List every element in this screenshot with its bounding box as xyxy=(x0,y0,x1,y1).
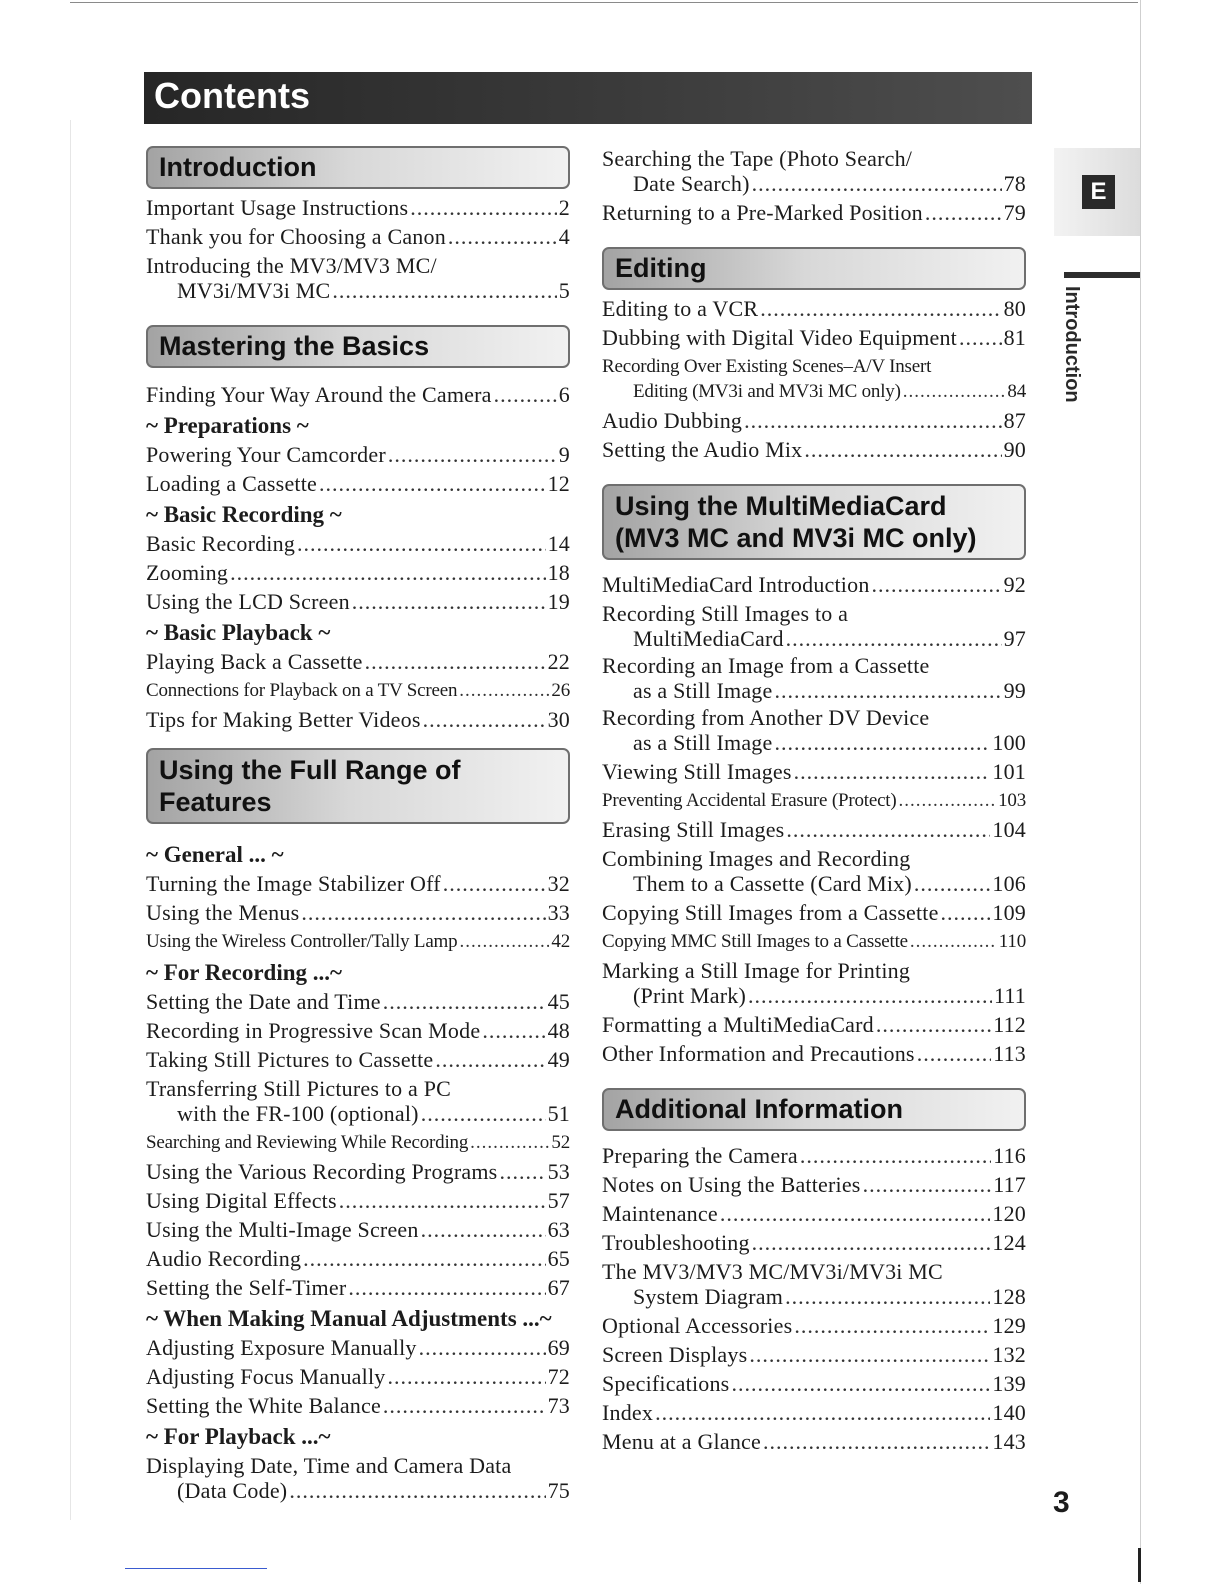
toc-entry[interactable]: Powering Your Camcorder ..... 9 xyxy=(146,440,570,469)
toc-entry[interactable]: Notes on Using the Batteries ..... 117 xyxy=(602,1170,1026,1199)
toc-entry[interactable]: Recording from Another DV Device as a Still Image ..... 100 xyxy=(602,705,1026,755)
toc-entry[interactable]: Using the Menus ..... 33 xyxy=(146,898,570,927)
toc-entry[interactable]: Using the Multi-Image Screen ..... 63 xyxy=(146,1215,570,1244)
top-rule xyxy=(70,2,1138,3)
toc-entry[interactable]: Combining Images and Recording Them to a Cassette (Card Mix) ..... 106 xyxy=(602,846,1026,896)
toc-entry[interactable]: Index ..... 140 xyxy=(602,1398,1026,1427)
toc-entry[interactable]: Thank you for Choosing a Canon ..... 4 xyxy=(146,222,570,251)
toc-entry[interactable]: Setting the Date and Time ..... 45 xyxy=(146,987,570,1016)
toc-entry[interactable]: Transferring Still Pictures to a PC with the FR-100 (optional) ..... 51 xyxy=(146,1076,570,1126)
toc-entry[interactable]: Recording Over Existing Scenes–A/V Insert Editing (MV3i and MV3i MC only) ..... 84 xyxy=(602,354,1026,404)
toc-entry[interactable]: Displaying Date, Time and Camera Data (Data Code) ..... 75 xyxy=(146,1453,570,1503)
toc-entry[interactable]: Returning to a Pre-Marked Position ..... 79 xyxy=(602,198,1026,227)
toc-entry[interactable]: Recording Still Images to a MultiMediaCard ..... 97 xyxy=(602,601,1026,651)
right-rule xyxy=(1140,0,1141,1584)
toc-entry[interactable]: Adjusting Exposure Manually ..... 69 xyxy=(146,1333,570,1362)
toc-entry[interactable]: Troubleshooting ..... 124 xyxy=(602,1228,1026,1257)
section-header-introduction: Introduction xyxy=(146,146,570,189)
toc-entry[interactable]: Audio Recording ..... 65 xyxy=(146,1244,570,1273)
toc-entry[interactable]: Taking Still Pictures to Cassette ..... 49 xyxy=(146,1045,570,1074)
toc-entry[interactable]: Finding Your Way Around the Camera ..... 6 xyxy=(146,380,570,409)
toc-entry[interactable]: Basic Recording ..... 14 xyxy=(146,529,570,558)
toc-entry[interactable]: Menu at a Glance ..... 143 xyxy=(602,1427,1026,1456)
toc-entry[interactable]: Important Usage Instructions ..... 2 xyxy=(146,193,570,222)
toc-entry[interactable]: Setting the Self-Timer ..... 67 xyxy=(146,1273,570,1302)
toc-entry[interactable]: MultiMediaCard Introduction ..... 92 xyxy=(602,570,1026,599)
toc-entry[interactable]: Introducing the MV3/MV3 MC/ MV3i/MV3i MC ..... 5 xyxy=(146,253,570,303)
toc-entry[interactable]: Adjusting Focus Manually ..... 72 xyxy=(146,1362,570,1391)
side-section-label: Introduction xyxy=(1061,286,1083,403)
subsection-for-playback: ~ For Playback ...~ xyxy=(146,1424,331,1449)
toc-entry[interactable]: Connections for Playback on a TV Screen ..... 26 xyxy=(146,676,570,705)
section-header-editing: Editing xyxy=(602,247,1026,290)
toc-entry[interactable]: Maintenance ..... 120 xyxy=(602,1199,1026,1228)
subsection-preparations: ~ Preparations ~ xyxy=(146,413,309,438)
toc-entry[interactable]: Tips for Making Better Videos ..... 30 xyxy=(146,705,570,734)
section-header-mastering-basics: Mastering the Basics xyxy=(146,325,570,368)
toc-right-column xyxy=(602,144,1026,1456)
page-number: 3 xyxy=(1053,1486,1070,1519)
toc-entry[interactable]: Turning the Image Stabilizer Off ..... 32 xyxy=(146,869,570,898)
toc-entry[interactable]: Viewing Still Images ..... 101 xyxy=(602,757,1026,786)
toc-entry[interactable]: Preparing the Camera ..... 116 xyxy=(602,1141,1026,1170)
section-header-additional-information: Additional Information xyxy=(602,1088,1026,1131)
toc-entry[interactable]: Searching the Tape (Photo Search/ Date Search) ..... 78 xyxy=(602,146,1026,196)
language-tab xyxy=(1054,148,1140,236)
bottom-rule xyxy=(125,1568,267,1569)
toc-entry[interactable]: Recording in Progressive Scan Mode ..... 48 xyxy=(146,1016,570,1045)
section-header-multimediacard: Using the MultiMediaCard (MV3 MC and MV3i MC only) xyxy=(602,484,1026,560)
toc-entry[interactable]: Using Digital Effects ..... 57 xyxy=(146,1186,570,1215)
toc-entry[interactable]: Zooming ..... 18 xyxy=(146,558,570,587)
toc-entry[interactable]: Searching and Reviewing While Recording ..... 52 xyxy=(146,1128,570,1157)
toc-entry[interactable]: Specifications ..... 139 xyxy=(602,1369,1026,1398)
toc-entry[interactable]: Using the Wireless Controller/Tally Lamp ..... 42 xyxy=(146,927,570,956)
tab-bar xyxy=(1064,272,1140,278)
language-tab-letter: E xyxy=(1082,175,1115,209)
toc-entry[interactable]: Editing to a VCR ..... 80 xyxy=(602,294,1026,323)
toc-entry[interactable]: Copying MMC Still Images to a Cassette ..... 110 xyxy=(602,927,1026,956)
left-edge xyxy=(70,120,71,1520)
contents-banner xyxy=(144,72,1032,124)
corner-mark xyxy=(1138,1548,1141,1582)
toc-entry[interactable]: Optional Accessories ..... 129 xyxy=(602,1311,1026,1340)
toc-entry[interactable]: Preventing Accidental Erasure (Protect) ..... 103 xyxy=(602,786,1026,815)
subsection-general: ~ General ... ~ xyxy=(146,842,284,867)
toc-entry[interactable]: Recording an Image from a Cassette as a Still Image ..... 99 xyxy=(602,653,1026,703)
toc-entry[interactable]: Dubbing with Digital Video Equipment ..... 81 xyxy=(602,323,1026,352)
toc-entry[interactable]: Screen Displays ..... 132 xyxy=(602,1340,1026,1369)
toc-entry[interactable]: Audio Dubbing ..... 87 xyxy=(602,406,1026,435)
section-header-full-range: Using the Full Range of Features xyxy=(146,748,570,824)
toc-entry[interactable]: The MV3/MV3 MC/MV3i/MV3i MC System Diagram ..... 128 xyxy=(602,1259,1026,1309)
toc-entry[interactable]: Other Information and Precautions ..... 113 xyxy=(602,1039,1026,1068)
subsection-for-recording: ~ For Recording ...~ xyxy=(146,960,342,985)
toc-entry[interactable]: Setting the Audio Mix ..... 90 xyxy=(602,435,1026,464)
toc-entry[interactable]: Setting the White Balance ..... 73 xyxy=(146,1391,570,1420)
toc-left-column xyxy=(146,146,570,1505)
toc-entry[interactable]: Loading a Cassette ..... 12 xyxy=(146,469,570,498)
toc-entry[interactable]: Erasing Still Images ..... 104 xyxy=(602,815,1026,844)
toc-entry[interactable]: Copying Still Images from a Cassette ..... 109 xyxy=(602,898,1026,927)
toc-entry[interactable]: Using the LCD Screen ..... 19 xyxy=(146,587,570,616)
toc-entry[interactable]: Playing Back a Cassette ..... 22 xyxy=(146,647,570,676)
toc-entry[interactable]: Marking a Still Image for Printing (Print Mark) ..... 111 xyxy=(602,958,1026,1008)
toc-entry[interactable]: Formatting a MultiMediaCard ..... 112 xyxy=(602,1010,1026,1039)
subsection-manual-adjustments: ~ When Making Manual Adjustments ...~ xyxy=(146,1306,552,1331)
page-title: Contents xyxy=(154,75,310,116)
subsection-basic-playback: ~ Basic Playback ~ xyxy=(146,620,331,645)
subsection-basic-recording: ~ Basic Recording ~ xyxy=(146,502,342,527)
toc-entry[interactable]: Using the Various Recording Programs ..... 53 xyxy=(146,1157,570,1186)
